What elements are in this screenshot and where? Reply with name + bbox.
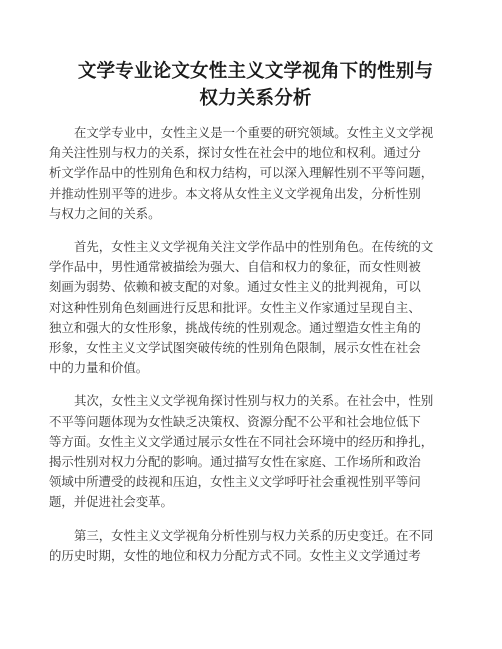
- text-line: 并推动性别平等的进步。本文将从女性主义文学视角出发，分析性别: [49, 185, 421, 201]
- text-line: 等方面。女性主义文学通过展示女性在不同社会环境中的经历和挣扎，: [49, 433, 434, 449]
- paragraph-first: [49, 237, 462, 378]
- text-line: 题，并促进社会变革。: [49, 494, 173, 510]
- text-line: 独立和强大的女性形象，挑战传统的性别观念。通过塑造女性主角的: [49, 319, 421, 335]
- text-line: 对这种性别角色刻画进行反思和批评。女性主义作家通过呈现自主、: [49, 299, 421, 315]
- text-line: 第三，女性主义文学视角分析性别与权力关系的历史变迁。在不同: [74, 527, 434, 543]
- text-line: 析文学作品中的性别角色和权力结构，可以深入理解性别不平等问题，: [49, 165, 434, 181]
- text-line: 中的力量和价值。: [49, 360, 149, 376]
- text-line: 角关注性别与权力的关系，探讨女性在社会中的地位和权利。通过分: [49, 145, 421, 161]
- text-line: 在文学专业中，女性主义是一个重要的研究领域。女性主义文学视: [74, 125, 434, 140]
- text-line: 领域中所遭受的歧视和压迫，女性主义文学呼吁社会重视性别平等问: [49, 474, 421, 490]
- title-line: 文学专业论文女性主义文学视角下的性别与: [77, 61, 434, 82]
- text-line: 揭示性别对权力分配的影响。通过描写女性在家庭、工作场所和政治: [49, 454, 421, 470]
- title-line: 权力关系分析: [199, 88, 312, 109]
- document-title: [49, 58, 462, 112]
- paragraph-second: [49, 391, 462, 512]
- text-line: 刻画为弱势、依赖和被支配的对象。通过女性主义的批判视角，可以: [49, 279, 421, 295]
- text-line: 形象，女性主义文学试图突破传统的性别角色限制，展示女性在社会: [49, 340, 421, 356]
- paragraph-third: [49, 526, 462, 566]
- text-line: 的历史时期，女性的地位和权力分配方式不同。女性主义文学通过考: [49, 547, 421, 563]
- text-line: 其次，女性主义文学视角探讨性别与权力的关系。在社会中，性别: [74, 393, 434, 409]
- text-line: 与权力之间的关系。: [49, 205, 161, 221]
- text-line: 首先，女性主义文学视角关注文学作品中的性别角色。在传统的文: [74, 239, 434, 255]
- text-line: 学作品中，男性通常被描绘为强大、自信和权力的象征，而女性则被: [49, 259, 421, 275]
- paragraph-intro: [49, 123, 462, 224]
- text-line: 不平等问题体现为女性缺乏决策权、资源分配不公平和社会地位低下: [49, 413, 421, 429]
